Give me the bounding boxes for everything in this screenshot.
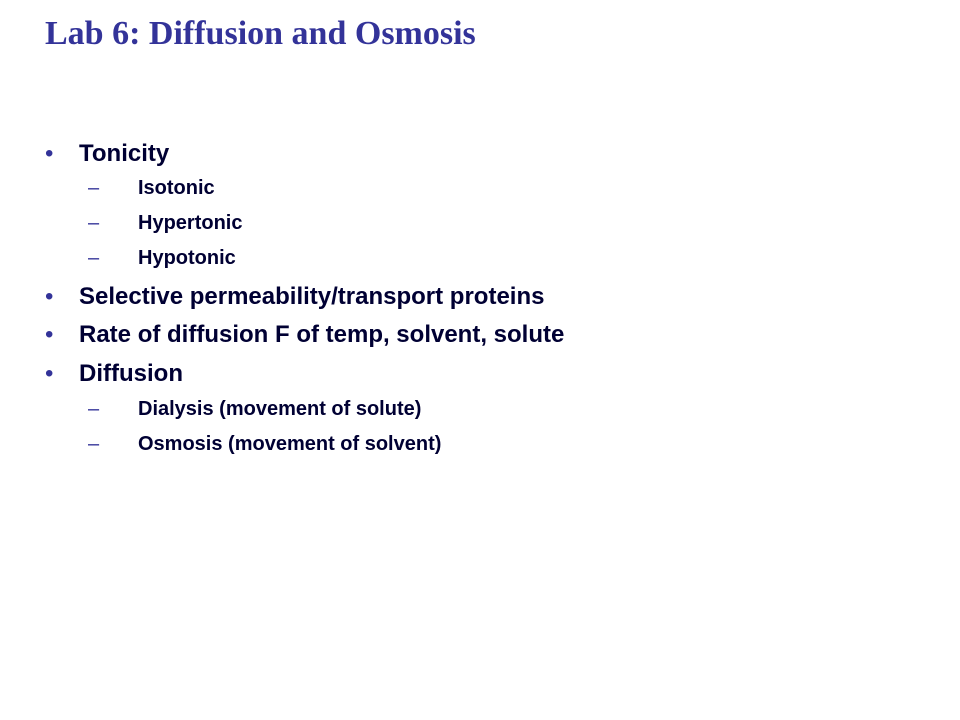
sub-bullet-text: Dialysis (movement of solute) [138,398,422,420]
sub-bullet-text: Isotonic [138,177,215,199]
bullet-text: Tonicity [79,140,170,167]
bullet-text: Rate of diffusion F of temp, solvent, solute [79,321,565,348]
sub-bullet-text: Hypertonic [138,212,243,234]
bullet-marker: • [45,283,54,310]
bullet-text: Diffusion [79,360,183,387]
slide-title: Lab 6: Diffusion and Osmosis [45,15,476,52]
dash-marker: – [88,398,100,420]
bullet-marker: • [45,321,54,348]
sub-bullet-text: Osmosis (movement of solvent) [138,433,442,455]
dash-marker: – [88,247,100,269]
dash-marker: – [88,177,100,199]
bullet-marker: • [45,140,54,167]
dash-marker: – [88,433,100,455]
sub-bullet-text: Hypotonic [138,247,236,269]
bullet-marker: • [45,360,54,387]
bullet-text: Selective permeability/transport proteins [79,283,545,310]
dash-marker: – [88,212,100,234]
